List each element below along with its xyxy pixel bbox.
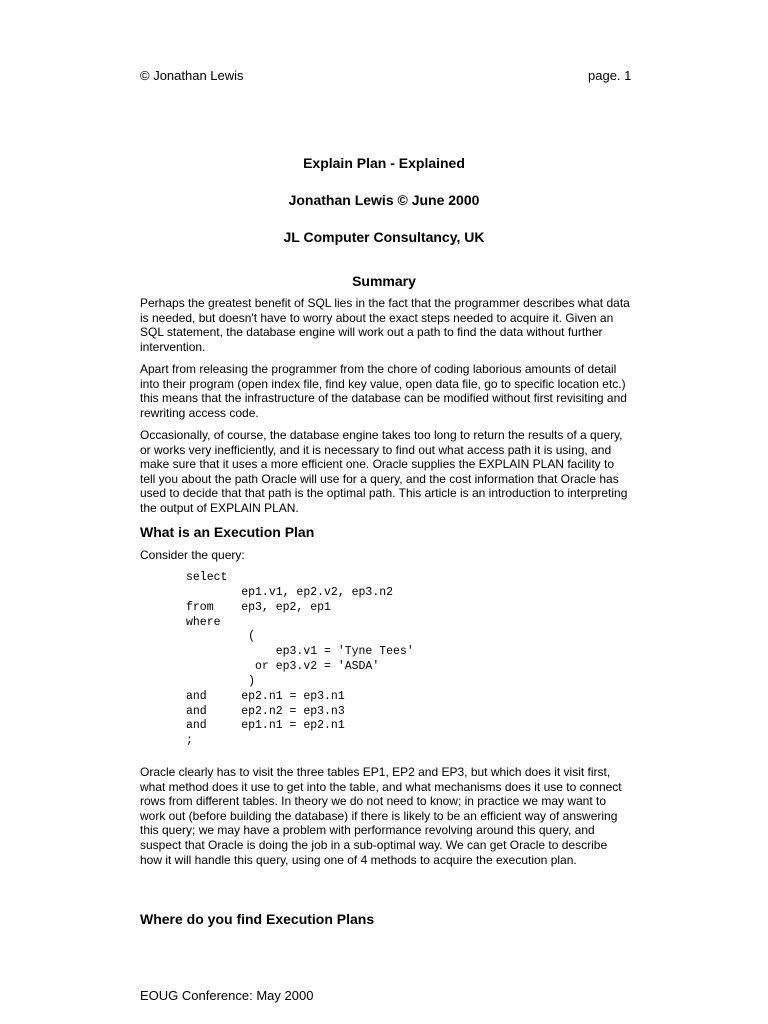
document-author: Jonathan Lewis © June 2000 (288, 192, 480, 208)
header-copyright: © Jonathan Lewis (140, 68, 244, 83)
header-page-number: page. 1 (588, 68, 632, 83)
execution-plan-paragraph: Oracle clearly has to visit the three tables EP1, EP2 and EP3, but which does it visit first, what method does it use to get into the table, and what mechanisms does it use to connect rows from different tables. In theory we do not need to know; in practice we may want to work out (before building the database) if there is likely to be an efficient way of answering this query; we may have a problem with performance revolving around this query, and suspect that Oracle is doing the job in a sub-optimal way. We can get Oracle to describe how it will handle this query, using one of 4 methods to acquire the execution plan. (140, 765, 622, 867)
execution-plan-intro: Consider the query: (140, 548, 245, 562)
execution-plan-heading: What is an Execution Plan (140, 524, 315, 540)
sql-query-code-block: select ep1.v1, ep2.v2, ep3.n2 from ep3, ep2, ep1 where ( ep3.v1 = 'Tyne Tees' or ep3.v2 = 'ASDA' ) and ep2.n1 = ep3.n1 and ep2.n2 = ep3.n3 and ep1.n1 = ep2.n1 ; (186, 571, 414, 748)
document-title: Explain Plan - Explained (303, 155, 465, 171)
summary-paragraph-3: Occasionally, of course, the database engine takes too long to return the results of a query, or works very inefficiently, and it is necessary to find out what access path it is using, and make sure that it uses a more efficient one. Oracle supplies the EXPLAIN PLAN facility to tell you about the path Oracle will use for a query, and the cost information that Oracle has used to decide that that path is the optimal path. This article is an introduction to interpreting the output of EXPLAIN PLAN. (140, 428, 628, 515)
footer-conference: EOUG Conference: May 2000 (140, 988, 314, 1003)
where-find-heading: Where do you find Execution Plans (140, 911, 375, 927)
document-company: JL Computer Consultancy, UK (283, 229, 485, 245)
summary-heading: Summary (352, 273, 416, 289)
summary-paragraph-2: Apart from releasing the programmer from the chore of coding laborious amounts of detail into their program (open index file, find key value, open data file, go to specific location etc.) this means that the infrastructure of the database can be modified without first revisiting and rewriting access code. (140, 362, 627, 420)
summary-paragraph-1: Perhaps the greatest benefit of SQL lies in the fact that the programmer describes what data is needed, but doesn't have to worry about the exact steps needed to acquire it. Given an SQL statement, the database engine will work out a path to find the data without further intervention. (140, 296, 630, 354)
